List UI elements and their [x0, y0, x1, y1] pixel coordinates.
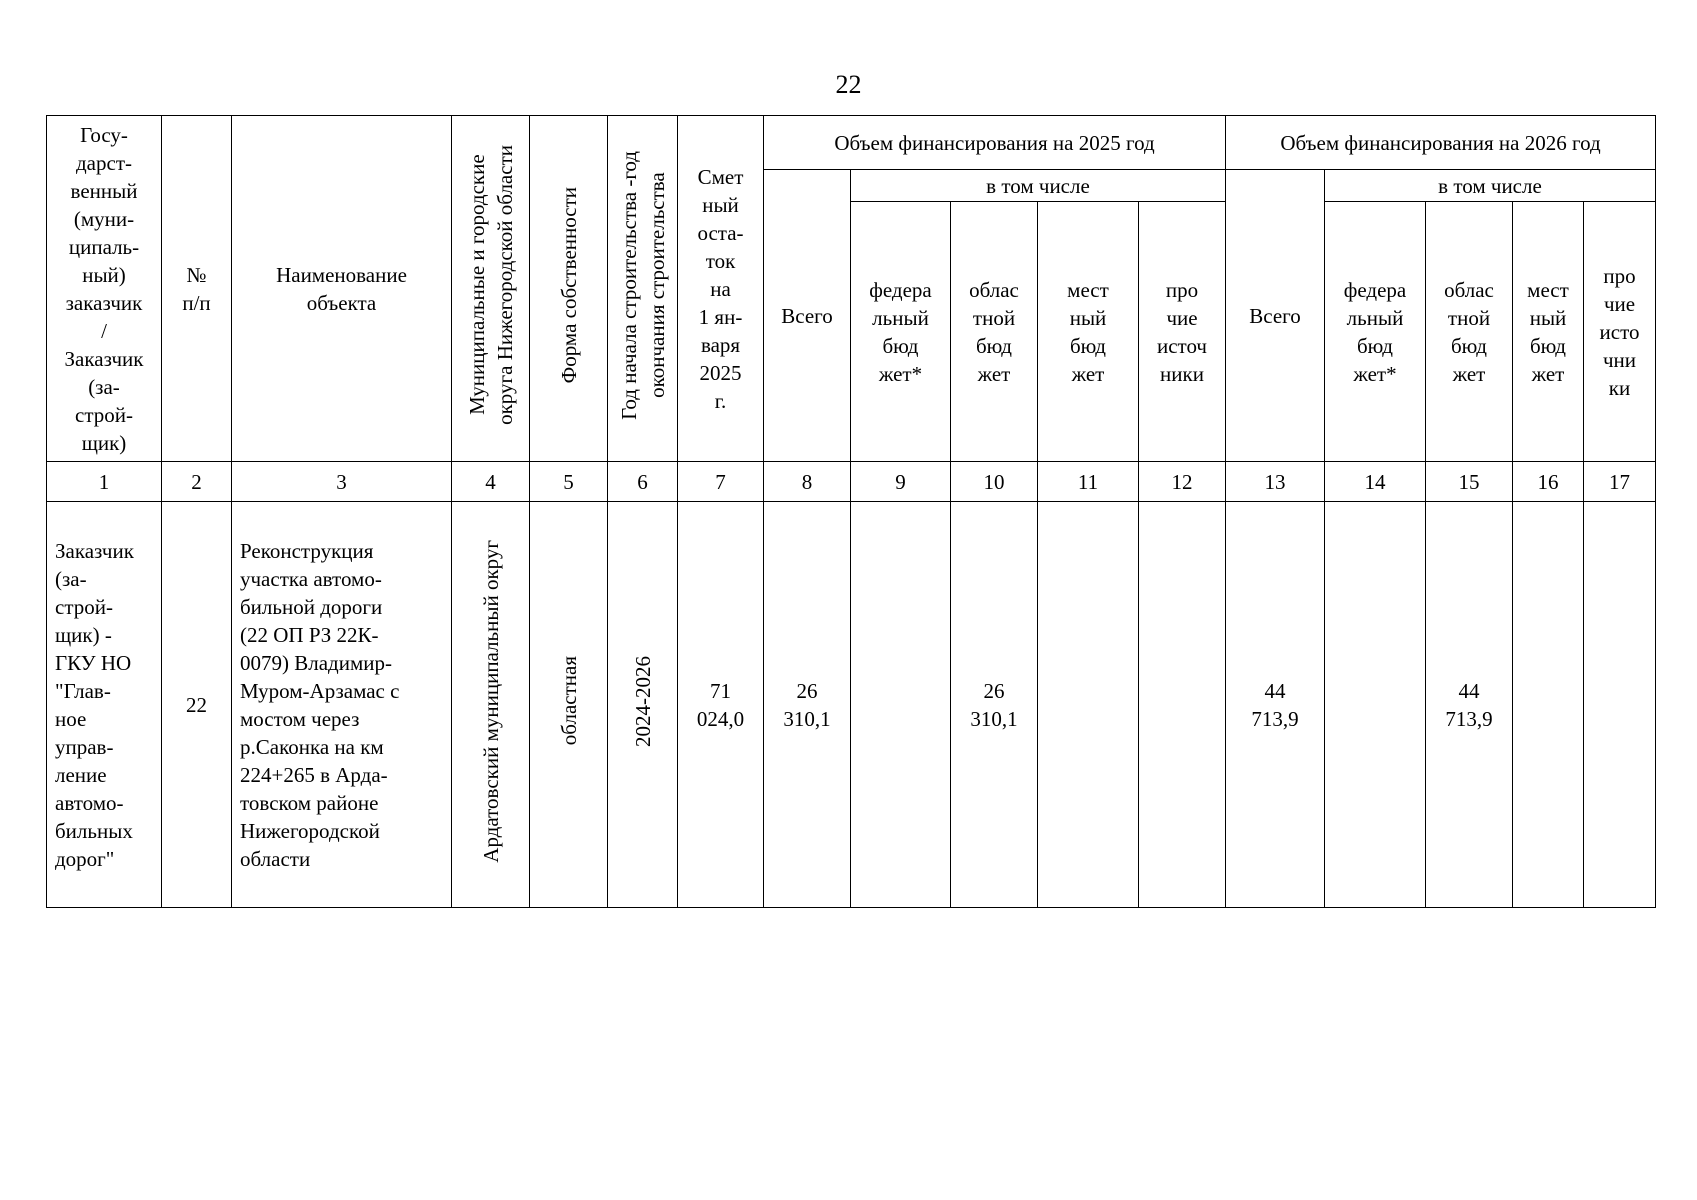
header-including-2025: в том числе: [851, 170, 1226, 202]
column-number: 14: [1325, 462, 1426, 502]
header-row-1: [47, 116, 1656, 170]
row-regional-2025: 26 310,1: [951, 502, 1038, 908]
header-federal-2025: федера льный бюд жет*: [851, 202, 951, 462]
header-local-2026: мест ный бюд жет: [1513, 202, 1584, 462]
row-ownership: областная: [556, 656, 581, 746]
header-total-2026: Всего: [1226, 170, 1325, 462]
header-local-2025: мест ный бюд жет: [1038, 202, 1139, 462]
header-fin-2026: Объем финансирования на 2026 год: [1226, 116, 1656, 170]
column-number: 2: [162, 462, 232, 502]
row-local-2025: [1038, 502, 1139, 908]
row-object-name: Реконструкция участка автомо- бильной дороги (22 ОП РЗ 22К- 0079) Владимир- Муром-Арзамас с мостом через р.Саконка на км 224+265 в Арда- товском районе Нижегородской области: [232, 502, 452, 908]
page-number: 22: [835, 70, 862, 99]
row-federal-2025: [851, 502, 951, 908]
header-municipalities-cell: [452, 116, 530, 462]
header-object-name: Наименование объекта: [232, 116, 452, 462]
header-other-2025: про чие источ ники: [1139, 202, 1226, 462]
row-total-2025: 26 310,1: [764, 502, 851, 908]
header-total-2025: Всего: [764, 170, 851, 462]
column-number: 16: [1513, 462, 1584, 502]
row-municipality: Ардатовский муниципальный округ: [478, 539, 503, 863]
header-other-2026: про чие исто чни ки: [1584, 202, 1656, 462]
row-years: 2024-2026: [630, 655, 655, 747]
header-customer: Госу- дарст- венный (муни- ципаль- ный) заказчик / Заказчик (за- строй- щик): [47, 116, 162, 462]
row-ownership-cell: [530, 502, 608, 908]
row-num: 22: [162, 502, 232, 908]
column-number: 11: [1038, 462, 1139, 502]
header-ownership: Форма собственности: [556, 186, 581, 384]
row-other-2025: [1139, 502, 1226, 908]
column-number: 13: [1226, 462, 1325, 502]
header-fin-2025: Объем финансирования на 2025 год: [764, 116, 1226, 170]
row-federal-2026: [1325, 502, 1426, 908]
row-municipality-cell: [452, 502, 530, 908]
financing-table: [46, 115, 1656, 908]
row-total-2026: 44 713,9: [1226, 502, 1325, 908]
header-years-cell: [608, 116, 678, 462]
column-number: 17: [1584, 462, 1656, 502]
header-regional-2026: облас тной бюд жет: [1426, 202, 1513, 462]
header-years: Год начала строительства -год окончания строительства: [616, 150, 669, 420]
row-customer: Заказчик (за- строй- щик) - ГКУ НО "Глав- ное управ- ление автомо- бильных дорог": [47, 502, 162, 908]
header-ownership-cell: [530, 116, 608, 462]
header-regional-2025: облас тной бюд жет: [951, 202, 1038, 462]
column-number: 8: [764, 462, 851, 502]
column-numbers-row: [47, 462, 1656, 502]
column-number: 1: [47, 462, 162, 502]
header-federal-2026: федера льный бюд жет*: [1325, 202, 1426, 462]
row-estimate-balance: 71 024,0: [678, 502, 764, 908]
header-estimate-balance: Смет ный оста- ток на 1 ян- варя 2025 г.: [678, 116, 764, 462]
row-other-2026: [1584, 502, 1656, 908]
column-number: 9: [851, 462, 951, 502]
column-number: 15: [1426, 462, 1513, 502]
column-number: 12: [1139, 462, 1226, 502]
row-local-2026: [1513, 502, 1584, 908]
column-number: 4: [452, 462, 530, 502]
header-num: № п/п: [162, 116, 232, 462]
column-number: 10: [951, 462, 1038, 502]
column-number: 7: [678, 462, 764, 502]
row-years-cell: [608, 502, 678, 908]
header-including-2026: в том числе: [1325, 170, 1656, 202]
header-municipalities: Муниципальные и городские округа Нижегородской области: [464, 145, 517, 425]
row-regional-2026: 44 713,9: [1426, 502, 1513, 908]
column-number: 5: [530, 462, 608, 502]
column-number: 3: [232, 462, 452, 502]
table-row: [47, 502, 1656, 908]
column-number: 6: [608, 462, 678, 502]
